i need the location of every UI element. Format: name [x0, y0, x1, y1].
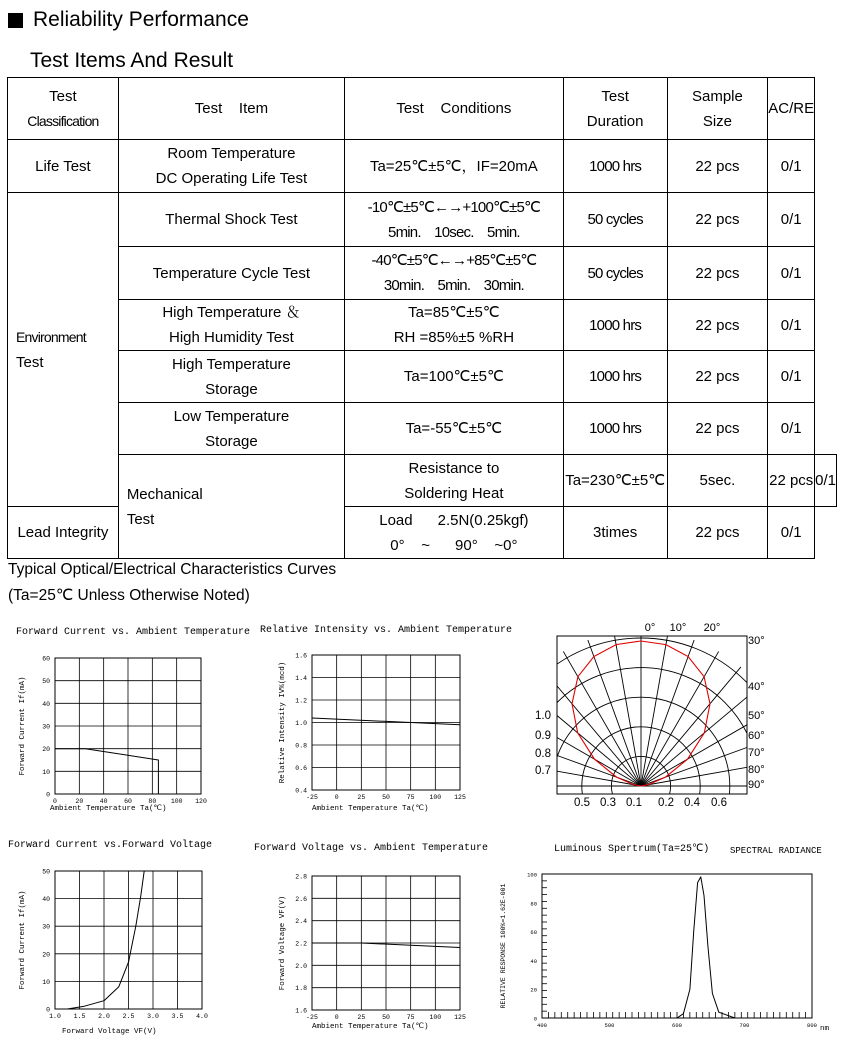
angle-label: 20°	[703, 622, 721, 634]
x-tick-label: 75	[406, 1014, 415, 1021]
conditions-cell: Ta=85℃±5℃ RH =85%±5 %RH	[345, 300, 564, 351]
table-row	[8, 403, 837, 455]
acre-cell: 0/1	[768, 351, 815, 403]
y-axis-label: Forward Current If(mA)	[19, 676, 27, 776]
angle-label: 70°	[748, 747, 765, 759]
conditions-cell: -40℃±5℃←→+85℃±5℃ 30min. 5min. 30min.	[345, 247, 564, 300]
x-tick-label: 2.5	[122, 1013, 135, 1020]
conditions-cell: -10℃±5℃←→+100℃±5℃ 5min. 10sec. 5min.	[345, 193, 564, 247]
chart-title: Forward Current vs. Ambient Temperature	[16, 627, 251, 638]
x-tick-label: 100	[429, 1014, 442, 1021]
angle-label: 80°	[748, 764, 765, 776]
y-tick-label: 2.0	[295, 962, 307, 970]
header-classification: Test Classification	[8, 78, 119, 140]
y-tick-label: 40	[42, 700, 50, 708]
y-tick-label: 2.4	[295, 918, 307, 926]
angle-label: 0°	[644, 622, 656, 634]
x-tick-label: 2.0	[98, 1013, 110, 1020]
acre-cell: 0/1	[768, 247, 815, 300]
item-cell: Thermal Shock Test	[118, 193, 344, 247]
duration-cell: 1000 hrs	[563, 140, 667, 193]
y-tick-label: 20	[42, 951, 50, 959]
radiation-pattern-chart	[525, 618, 770, 810]
table-row	[8, 455, 837, 507]
radial-label: 0.9	[535, 730, 551, 742]
x-tick-label: 0	[334, 794, 339, 801]
y-tick-label: 40	[42, 896, 50, 904]
y-tick-label: 100	[527, 871, 537, 879]
curves-caption-note: (Ta=25℃ Unless Otherwise Noted)	[8, 587, 250, 604]
x-tick-label: 3.0	[147, 1013, 159, 1020]
y-tick-label: 1.4	[295, 675, 307, 682]
forward-current-vs-voltage-chart	[0, 858, 250, 1041]
header-item: Test Item	[118, 78, 344, 140]
y-tick-label: 1.6	[295, 1007, 307, 1015]
y-tick-label: 50	[42, 868, 50, 876]
duration-cell: 1000 hrs	[563, 351, 667, 403]
plot-frame	[542, 874, 812, 1018]
duration-cell: 1000 hrs	[563, 403, 667, 455]
duration-cell: 1000 hrs	[563, 300, 667, 351]
y-tick-label: 10	[42, 978, 50, 986]
chart-title: Relative Intensity vs. Ambient Temperature	[260, 625, 513, 636]
x-tick-label: 3.5	[171, 1013, 184, 1020]
x-tick-label: -25	[306, 794, 318, 801]
chart-title: Luminous Spertrum(Ta=25℃)	[554, 844, 710, 855]
table-row	[8, 140, 837, 193]
x-axis-label: Ambient Temperature Ta(℃)	[50, 805, 167, 813]
table-row	[8, 351, 837, 403]
duration-cell: 50 cycles	[563, 247, 667, 300]
conditions-cell: Ta=230℃±5℃	[563, 455, 667, 507]
x-axis-label: Forward Voltage VF(V)	[62, 1028, 157, 1036]
square-bullet-icon	[8, 13, 23, 28]
classification-cell: Environment Test	[8, 193, 119, 507]
sample-cell: 22 pcs	[667, 403, 768, 455]
x-tick-label: -25	[306, 1014, 318, 1021]
y-tick-label: 0	[533, 1015, 537, 1023]
forward-current-vs-temperature-chart	[0, 640, 250, 820]
x-axis-label: Ambient Temperature Ta(℃)	[312, 805, 429, 813]
x-tick-label: 100	[170, 798, 183, 805]
acre-cell: 0/1	[768, 140, 815, 193]
duration-cell: 5sec.	[667, 455, 768, 507]
y-tick-label: 40	[530, 957, 537, 965]
item-cell: Temperature Cycle Test	[118, 247, 344, 300]
item-cell: Lead Integrity	[8, 507, 119, 559]
section-title-text: Reliability Performance	[33, 8, 249, 31]
y-tick-label: 1.2	[295, 697, 307, 705]
x-tick-label: 1.5	[73, 1013, 86, 1020]
classification-cell: Mechanical Test	[118, 455, 344, 559]
y-tick-label: 0.8	[295, 742, 307, 750]
x-tick-label: 50	[382, 1014, 390, 1021]
x-tick-label: 700	[739, 1022, 750, 1029]
x-tick-label: 0	[53, 798, 57, 805]
item-cell: Room Temperature DC Operating Life Test	[118, 140, 344, 193]
reliability-table	[7, 77, 837, 559]
x-tick-label: 20	[75, 798, 84, 805]
classification-cell: Life Test	[8, 140, 119, 193]
y-tick-label: 0.6	[295, 765, 307, 772]
sample-cell: 22 pcs	[667, 247, 768, 300]
section-title	[8, 8, 249, 32]
x-tick-label: 40	[99, 798, 108, 805]
chart-subtitle: SPECTRAL RADIANCE	[730, 846, 822, 856]
y-tick-label: 50	[42, 678, 50, 686]
y-tick-label: 0.4	[295, 787, 307, 795]
conditions-cell: Ta=-55℃±5℃	[345, 403, 564, 455]
subsection-title: Test Items And Result	[30, 49, 234, 72]
x-tick-label: 1.0	[49, 1013, 61, 1020]
y-tick-label: 2.6	[295, 895, 307, 903]
bottom-scale-label: 0.2	[658, 797, 674, 809]
bottom-scale-label: 0.4	[684, 797, 700, 809]
header-duration: Test Duration	[563, 78, 667, 140]
duration-cell: 50 cycles	[563, 193, 667, 247]
y-axis-label: Forward Current If(mA)	[19, 890, 27, 990]
y-tick-label: 2.8	[295, 873, 307, 881]
acre-cell: 0/1	[768, 507, 815, 559]
y-tick-label: 30	[42, 923, 50, 931]
radial-label: 1.0	[535, 710, 551, 722]
table-row	[8, 300, 837, 351]
x-tick-label: 50	[382, 794, 390, 801]
item-cell: Resistance to Soldering Heat	[345, 455, 564, 507]
bottom-scale-label: 0.1	[626, 797, 642, 809]
angle-label: 10°	[669, 622, 687, 634]
sample-cell: 22 pcs	[667, 507, 768, 559]
y-axis-label: RELATIVE RESPONSE 100%=1.62E-001	[500, 883, 507, 1009]
acre-cell: 0/1	[768, 193, 815, 247]
y-tick-label: 80	[530, 900, 537, 908]
x-tick-label: 60	[124, 798, 132, 805]
x-tick-label: 80	[148, 798, 157, 805]
x-tick-label: 120	[195, 798, 207, 805]
header-acre: AC/RE	[768, 78, 815, 140]
acre-cell: 0/1	[768, 403, 815, 455]
y-tick-label: 30	[42, 723, 50, 731]
luminous-spectrum-chart	[490, 858, 845, 1041]
angle-label: 50°	[748, 710, 765, 722]
header-sample: Sample Size	[667, 78, 768, 140]
sample-cell: 22 pcs	[667, 300, 768, 351]
data-series-line	[542, 877, 812, 1018]
item-cell: High Temperature Storage	[118, 351, 344, 403]
y-tick-label: 60	[530, 929, 537, 937]
x-tick-label: 4.0	[196, 1013, 208, 1020]
y-tick-label: 0	[46, 791, 50, 799]
y-tick-label: 1.6	[295, 652, 307, 660]
forward-voltage-vs-temperature-chart	[270, 858, 480, 1041]
x-tick-label: 400	[537, 1022, 547, 1029]
acre-cell: 0/1	[768, 300, 815, 351]
item-cell: Low Temperature Storage	[118, 403, 344, 455]
duration-cell: 3times	[563, 507, 667, 559]
y-tick-label: 1.0	[295, 720, 307, 727]
curves-caption: Typical Optical/Electrical Characteristics Curves	[8, 561, 337, 578]
angle-label: 90°	[748, 779, 765, 791]
radial-label: 0.7	[535, 765, 551, 777]
angle-label: 40°	[748, 681, 765, 693]
y-axis-label: Forward Voltage VF(V)	[279, 895, 287, 991]
x-tick-label: 125	[454, 794, 466, 801]
x-tick-label: 75	[406, 794, 415, 801]
y-tick-label: 60	[42, 655, 50, 663]
relative-intensity-vs-temperature-chart	[270, 640, 480, 820]
x-tick-label: 0	[334, 1014, 339, 1021]
table-row	[8, 247, 837, 300]
y-tick-label: 0	[46, 1006, 50, 1014]
conditions-cell: Ta=100℃±5℃	[345, 351, 564, 403]
x-tick-label: 100	[429, 794, 442, 801]
acre-cell: 0/1	[815, 455, 837, 507]
polar-grid	[525, 631, 770, 810]
x-axis-label: Ambient Temperature Ta(℃)	[312, 1023, 429, 1031]
chart-title: Forward Current vs.Forward Voltage	[8, 840, 213, 851]
angle-label: 30°	[748, 635, 765, 647]
angle-label: 60°	[748, 730, 765, 742]
bottom-scale-label: 0.3	[600, 797, 616, 809]
y-tick-label: 20	[530, 986, 537, 994]
polar-ring	[525, 638, 770, 810]
x-tick-label: 25	[357, 1014, 366, 1021]
bottom-scale-label: 0.5	[574, 797, 590, 809]
data-series-line	[67, 871, 144, 1009]
bottom-scale-label: 0.6	[711, 797, 727, 809]
sample-cell: 22 pcs	[768, 455, 815, 507]
sample-cell: 22 pcs	[667, 140, 768, 193]
x-tick-label: 800	[807, 1022, 817, 1029]
conditions-cell: Ta=25℃±5℃，IF=20mA	[345, 140, 564, 193]
radial-label: 0.8	[535, 748, 551, 760]
chart-title: Forward Voltage vs. Ambient Temperature	[254, 843, 489, 854]
y-tick-label: 20	[42, 746, 50, 754]
sample-cell: 22 pcs	[667, 193, 768, 247]
y-tick-label: 10	[42, 768, 50, 776]
table-row	[8, 193, 837, 247]
y-tick-label: 2.2	[295, 940, 307, 948]
x-tick-label: 500	[604, 1022, 615, 1029]
x-tick-label: 125	[454, 1014, 466, 1021]
table-header-row	[8, 78, 837, 140]
y-tick-label: 1.8	[295, 985, 307, 993]
x-axis-label: nm	[820, 1025, 830, 1033]
conditions-cell: Load 2.5N(0.25kgf) 0° ~ 90° ~0°	[345, 507, 564, 559]
x-tick-label: 600	[672, 1022, 682, 1029]
header-conditions: Test Conditions	[345, 78, 564, 140]
sample-cell: 22 pcs	[667, 351, 768, 403]
y-axis-label: Relative Intensity IV%(mcd)	[279, 661, 287, 784]
x-tick-label: 25	[357, 794, 366, 801]
item-cell: High Temperature ＆ High Humidity Test	[118, 300, 344, 351]
